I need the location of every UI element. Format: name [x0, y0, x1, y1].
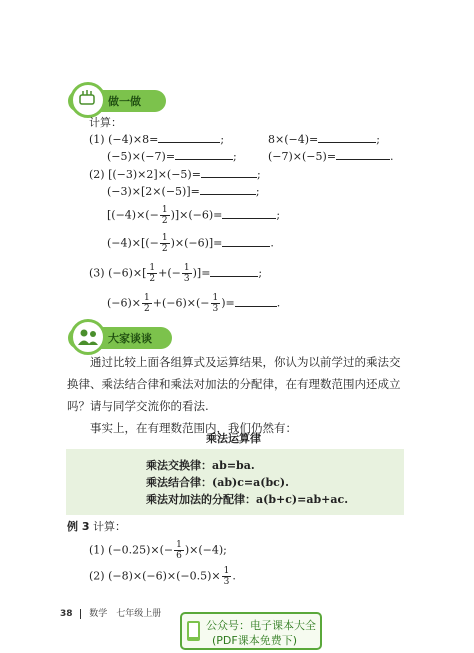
q2-line-c: [(−4)×(− $\frac{1}{2}$ )]×(−6)= ; [107, 205, 281, 226]
watermark-line-2: (PDF课本免费下) [212, 634, 298, 647]
q3-line-a: (3) (−6)×[ $\frac{1}{2}$ +(− $\frac{1}{3}$ )]= ; [89, 263, 263, 284]
fraction-numerator: 1 [212, 293, 219, 303]
q1-expr-d: (−7)×(−5)= [268, 150, 337, 163]
page-number: 38 [60, 609, 73, 619]
example-expr-1-pre: (1) (−0.25)×(− [89, 543, 174, 557]
q1-expr-b: 8×(−4)= [268, 133, 319, 146]
answer-blank [200, 184, 256, 195]
q2-expr-d-pre: (−4)×[(− [107, 236, 159, 250]
section-tag-try-label: 做一做 [108, 95, 141, 108]
fraction-numerator: 1 [161, 233, 168, 243]
answer-blank [158, 132, 220, 143]
answer-blank [318, 132, 376, 143]
fraction [211, 293, 221, 314]
q2-line-b: (−3)×[2×(−5)]= ; [107, 185, 260, 198]
discussion-paragraph: 通过比较上面各组算式及运算结果，你认为以前学过的乘法交换律、乘法结合律和乘法对加法的分配律，在有理数范围内还成立吗？请与同学交流你的看法. [67, 355, 401, 413]
watermark-line-1: 公众号：电子课本大全 [206, 619, 316, 632]
q2-expr-b: (−3)×[2×(−5)]= [107, 185, 200, 198]
example-label: 例 3 [67, 520, 90, 533]
q3-expr-a-pre: (−6)×[ [108, 266, 147, 280]
law-title: 乘法运算律 [206, 432, 261, 445]
footer-divider [80, 609, 81, 619]
fraction-denominator: 2 [161, 244, 168, 254]
q2-number: (2) [89, 168, 105, 181]
fraction [182, 263, 192, 284]
fraction [142, 293, 152, 314]
fraction [160, 233, 170, 254]
calc-label: 计算： [89, 116, 122, 129]
answer-blank [201, 167, 257, 178]
fraction-numerator: 1 [183, 263, 190, 273]
fact-paragraph: 事实上，在有理数范围内，我们仍然有： [90, 421, 297, 435]
q1-line-b: 8×(−4)= ; [268, 133, 380, 146]
fraction-numerator: 1 [149, 263, 156, 273]
q3-expr-b-post: )= [221, 296, 235, 310]
watermark-stamp [180, 612, 322, 650]
answer-blank [175, 149, 233, 160]
fraction [222, 566, 232, 587]
example-header [67, 520, 126, 534]
q2-line-a: (2) [(−3)×2]×(−5)= ; [89, 168, 261, 181]
example-expr-2-pre: (2) (−8)×(−6)×(−0.5)× [89, 569, 221, 583]
period: . [390, 150, 394, 163]
q1-line-a: (1) (−4)×8= ; [89, 133, 225, 146]
law-associative: 乘法结合律：(ab)c=a(bc). [146, 476, 289, 489]
q2-expr-a: [(−3)×2]×(−5)= [108, 168, 201, 181]
hand-icon [70, 82, 106, 118]
q1-expr-c: (−5)×(−7)= [107, 150, 176, 163]
phone-icon [186, 620, 202, 642]
answer-blank [235, 296, 277, 307]
q3-expr-a-post: )]= [192, 266, 211, 280]
answer-blank [222, 208, 276, 219]
answer-blank [222, 236, 270, 247]
q1-number: (1) [89, 133, 105, 146]
q2-line-d: (−4)×[(− $\frac{1}{2}$ )×(−6)]= . [107, 233, 274, 254]
q1-line-c: (−5)×(−7)= ; [107, 150, 237, 163]
page-footer [60, 606, 161, 619]
q3-number: (3) [89, 266, 105, 280]
q3-line-b: (−6)× $\frac{1}{2}$ +(−6)×(− $\frac{1}{3}$ )= . [107, 293, 281, 314]
fraction-denominator: 2 [161, 216, 168, 226]
fraction-denominator: 2 [144, 304, 150, 314]
fraction-denominator: 3 [183, 274, 190, 284]
people-icon [70, 319, 106, 355]
q3-expr-b-mid: +(−6)×(− [152, 296, 210, 310]
fraction [174, 540, 184, 561]
example-expr-2-post: . [232, 569, 236, 583]
q1-line-d [268, 149, 394, 164]
fraction [147, 263, 157, 284]
answer-blank [336, 149, 390, 160]
fraction [160, 205, 170, 226]
fraction-denominator: 3 [223, 577, 230, 587]
example-calc: 计算： [92, 520, 126, 533]
fraction-numerator: 1 [161, 205, 168, 215]
fraction-denominator: 2 [149, 274, 156, 284]
section-tag-discuss-label: 大家谈谈 [108, 332, 152, 345]
q3-expr-b-pre: (−6)× [107, 296, 142, 310]
fraction-numerator: 1 [176, 540, 182, 550]
q1-expr-a: (−4)×8= [108, 133, 159, 146]
fraction-numerator: 1 [144, 293, 150, 303]
fraction-denominator: 3 [212, 304, 219, 314]
law-distributive: 乘法对加法的分配律：a(b+c)=ab+ac. [146, 493, 349, 506]
q3-expr-a-mid: +(− [158, 266, 181, 280]
fraction-numerator: 1 [223, 566, 230, 576]
example-expr-1-post: )×(−4); [184, 543, 227, 557]
answer-blank [210, 266, 258, 277]
example-part-1 [89, 540, 227, 561]
fraction-denominator: 6 [176, 551, 182, 561]
laws-box [66, 449, 404, 515]
q2-expr-c-post: )]×(−6)= [170, 208, 223, 222]
book-title: 数学 七年级上册 [89, 609, 162, 619]
example-part-2 [89, 566, 236, 587]
law-commutative: 乘法交换律：ab=ba. [146, 459, 255, 472]
q2-expr-d-post: )×(−6)]= [170, 236, 223, 250]
q2-expr-c-pre: [(−4)×(− [107, 208, 159, 222]
